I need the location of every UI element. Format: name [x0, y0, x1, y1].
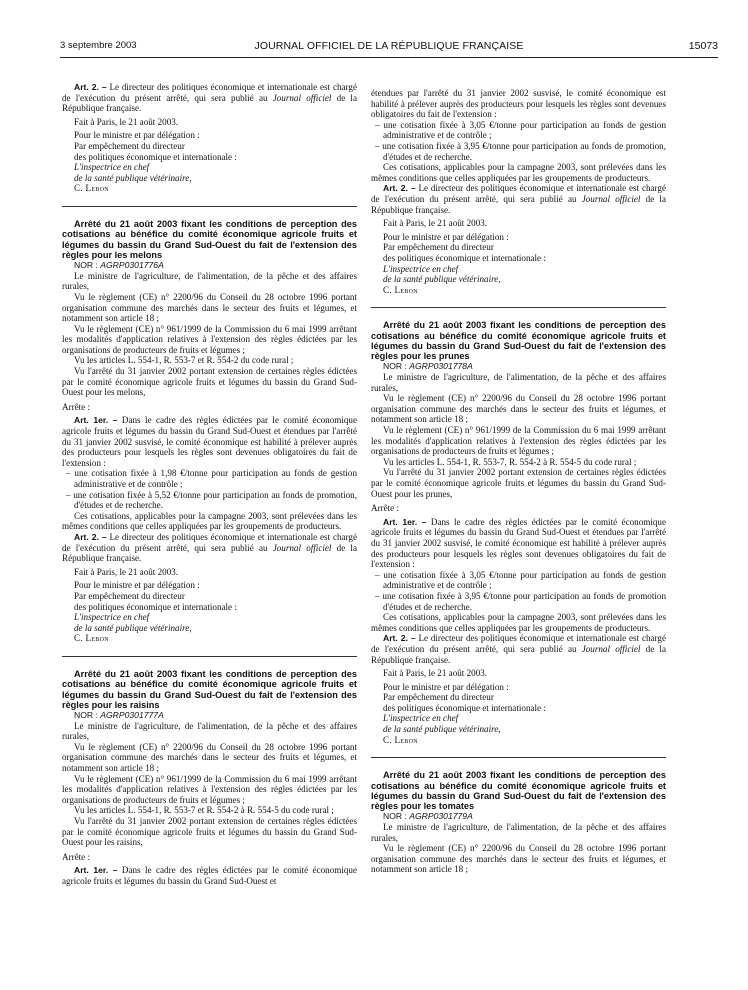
left-column: Art. 2. – Le directeur des politiques économique et internationale est chargé de l'exécution du présent arrêté, qui sera publié au Journal officiel de la République française. Fait à Paris, le 21 août 2003. Pour le ministre et par délégation : Par empêchement du directeur des politiques économique et internationale : L'inspectrice en chef de la santé publique vétérinaire, C. Lebon Arrêté du 21 août 2003 fixant les conditions de perception des cotisations au bénéfice du comité économique agricole fruits et légumes du bassin du Grand Sud-Ouest du fait de l'extension des règles pour les melons NOR : AGRP0301776A Le ministre de l'agriculture, de l'alimentation, de la pêche et des affaires rurales, Vu le règlement (CE) n° 2200/96 du Conseil du 28 octobre 1996 portant organisation commune des marchés dans le secteur des fruits et légumes, et notamment son article 18 ; Vu le règlement (CE) n° 961/1999 de la Commission du 6 mai 1999 arrêtant les modalités d'application relatives à l'extension des règles édictées par les organisations de producteurs de fruits et légumes ; Vu les articles L. 554-1, R. 553-7 et R. 554-2 du code rural ; Vu l'arrêté du 31 janvier 2002 portant extension de certaines règles édictées par le comité économique agricole fruits et légumes du bassin du Grand Sud-Ouest pour les melons, Arrête : Art. 1er. – Dans le cadre des règles édictées par le comité économique agricole fruits et légumes du bassin du Grand Sud-Ouest et étendues par l'arrêté du 31 janvier 2002 susvisé, le comité économique est habilité à prélever auprès des producteurs pour lesquels les règles sont devenues obligatoires du fait de l'extension : – une cotisation fixée à 1,98 €/tonne pour participation au fonds de gestion administrative et de contrôle ; – une cotisation fixée à 5,52 €/tonne pour participation au fonds de promotion, d'études et de recherche. Ces cotisations, applicables pour la campagne 2003, sont prélevées dans les mêmes conditions que celles appliquées par les groupements de producteurs. Art. 2. – Le directeur des politiques économique et internationale est chargé de l'exécution du présent arrêté, qui sera publié au Journal officiel de la République française. Fait à Paris, le 21 août 2003. Pour le ministre et par délégation : Par empêchement du directeur des politiques économique et internationale : L'inspectrice en chef de la santé publique vétérinaire, C. Lebon Arrêté du 21 août 2003 fixant les conditions de perception des cotisations au bénéfice du comité économique agricole fruits et légumes du bassin du Grand Sud-Ouest du fait de l'extension des règles pour les raisins NOR : AGRP0301777A Le ministre de l'agriculture, de l'alimentation, de la pêche et des affaires rurales, Vu le règlement (CE) n° 2200/96 du Conseil du 28 octobre 1996 portant organisation commune des marchés dans le secteur des fruits et légumes, et notamment son article 18 ; Vu le règlement (CE) n° 961/1999 de la Commission du 6 mai 1999 arrêtant les modalités d'application relatives à l'extension des règles édictées par les organisations de producteurs de fruits et légumes ; Vu les articles L. 554-1, R. 553-7 et R. 554-2 à R. 554-5 du code rural ; Vu l'arrêté du 31 janvier 2002 portant extension de certaines règles édictées par le comité économique agricole fruits et légumes du bassin du Grand Sud-Ouest pour les raisins, Arrête : Art. 1er. – Dans le cadre des règles édictées par le comité économique agricole fruits et légumes du bassin du Grand Sud-Ouest et — [62, 82, 358, 886]
section-divider — [62, 656, 357, 657]
arrete-heading: Arrête : — [62, 401, 91, 412]
section-divider — [62, 206, 357, 207]
list-item: – une cotisation fixée à 3,05 €/tonne pour participation au fonds de gestion administrative et de contrôle ; — [375, 569, 666, 591]
article-1: Art. 1er. – Dans le cadre des règles édictées par le comité économique agricole fruits et légumes du bassin du Grand Sud-Ouest et — [62, 865, 357, 886]
signatory-name: C. Lebon — [74, 183, 109, 194]
signature-block: Pour le ministre et par délégation : Par empêchement du directeur des politiques économique et internationale : L'inspectrice en chef de la santé publique vétérinaire, C. Lebon — [371, 682, 666, 746]
section-divider — [371, 307, 666, 308]
nor-reference: NOR : AGRP0301776A — [74, 260, 164, 271]
decree-title: Arrêté du 21 août 2003 fixant les conditions de perception des cotisations au bénéfice du comité économique agricole fruits et légumes du bassin du Grand Sud-Ouest du fait de l'extension des règles pour les prunes — [371, 320, 666, 362]
place-date: Fait à Paris, le 21 août 2003. — [74, 566, 179, 577]
signatory-name: C. Lebon — [383, 284, 418, 295]
list-item: – une cotisation fixée à 3,05 €/tonne pour participation au fonds de gestion administrative et de contrôle ; — [375, 119, 666, 141]
signature-block: Pour le ministre et par délégation : Par empêchement du directeur des politiques économique et internationale : L'inspectrice en chef de la santé publique vétérinaire, C. Lebon — [371, 232, 666, 296]
signatory-name: C. Lebon — [383, 734, 418, 745]
arrete-heading: Arrête : — [62, 851, 91, 862]
place-date: Fait à Paris, le 21 août 2003. — [383, 668, 488, 679]
list-item: – une cotisation fixée à 3,95 €/tonne pour participation au fonds de promotion, d'études et de recherche. — [375, 140, 666, 162]
list-item: – une cotisation fixée à 3,95 €/tonne pour participation au fonds de promotion d'études et de recherche. — [375, 590, 666, 612]
header-date: 3 septembre 2003 — [60, 40, 137, 51]
page-header — [60, 40, 718, 56]
nor-reference: NOR : AGRP0301779A — [383, 811, 473, 822]
section-divider — [371, 757, 666, 758]
place-date: Fait à Paris, le 21 août 2003. — [383, 218, 488, 229]
header-rule — [60, 57, 718, 58]
signature-block: Pour le ministre et par délégation : Par empêchement du directeur des politiques économique et internationale : L'inspectrice en chef de la santé publique vétérinaire, C. Lebon — [62, 130, 357, 194]
article-2: Art. 2. – Le directeur des politiques économique et internationale est chargé de l'exécution du présent arrêté, qui sera publié au Journal officiel de la République française. — [371, 633, 667, 665]
nor-reference: NOR : AGRP0301777A — [74, 710, 164, 721]
list-item: – une cotisation fixée à 1,98 €/tonne pour participation au fonds de gestion administrative et de contrôle ; — [66, 468, 357, 489]
place-date: Fait à Paris, le 21 août 2003. — [74, 116, 179, 127]
decree-title: Arrêté du 21 août 2003 fixant les conditions de perception des cotisations au bénéfice du comité économique agricole fruits et légumes du bassin du Grand Sud-Ouest du fait de l'extension des règles pour les tomates — [371, 770, 666, 812]
article-2: Art. 2. – Le directeur des politiques économique et internationale est chargé de l'exécution du présent arrêté, qui sera publié au Journal officiel de la République française. — [371, 183, 667, 215]
signature-block: Pour le ministre et par délégation : Par empêchement du directeur des politiques économique et internationale : L'inspectrice en chef de la santé publique vétérinaire, C. Lebon — [62, 580, 357, 644]
article-1: Art. 1er. – Dans le cadre des règles édictées par le comité économique agricole fruits et légumes du bassin du Grand Sud-Ouest et étendues par l'arrêté du 31 janvier 2002 susvisé, le comité économique est habilité à prélever auprès des producteurs pour lesquels les règles sont devenues obligatoires du fait de l'extension : — [62, 415, 357, 468]
decree-title: Arrêté du 21 août 2003 fixant les conditions de perception des cotisations au bénéfice du comité économique agricole fruits et légumes du bassin du Grand Sud-Ouest du fait de l'extension des règles pour les melons — [62, 218, 357, 260]
signatory-name: C. Lebon — [74, 633, 109, 644]
list-item: – une cotisation fixée à 5,52 €/tonne pour participation au fonds de promotion, d'études et de recherche. — [66, 489, 357, 511]
article-1: Art. 1er. – Dans le cadre des règles édictées par le comité économique agricole fruits et légumes du bassin du Grand Sud-Ouest et étendues par l'arrêté du 31 janvier 2002 susvisé, le comité économique est habilité à prélever auprès des producteurs pour lesquels les règles sont devenues obligatoires du fait de l'extension : — [371, 516, 666, 570]
header-title: JOURNAL OFFICIEL DE LA RÉPUBLIQUE FRANÇAISE — [254, 40, 524, 52]
article-2: Art. 2. – Le directeur des politiques économique et internationale est chargé de l'exécution du présent arrêté, qui sera publié au Journal officiel de la République française. — [62, 531, 358, 564]
right-column: étendues par l'arrêté du 31 janvier 2002 susvisé, le comité économique est habilité à prélever auprès des producteurs pour lesquels les règles sont devenues obligatoires du fait de l'extension : – une cotisation fixée à 3,05 €/tonne pour participation au fonds de gestion administrative et de contrôle ; – une cotisation fixée à 3,95 €/tonne pour participation au fonds de promotion, d'études et de recherche. Ces cotisations, applicables pour la campagne 2003, sont prélevées dans les mêmes conditions que celles appliquées par les groupements de producteurs. Art. 2. – Le directeur des politiques économique et internationale est chargé de l'exécution du présent arrêté, qui sera publié au Journal officiel de la République française. Fait à Paris, le 21 août 2003. Pour le ministre et par délégation : Par empêchement du directeur des politiques économique et internationale : L'inspectrice en chef de la santé publique vétérinaire, C. Lebon Arrêté du 21 août 2003 fixant les conditions de perception des cotisations au bénéfice du comité économique agricole fruits et légumes du bassin du Grand Sud-Ouest du fait de l'extension des règles pour les prunes NOR : AGRP0301778A Le ministre de l'agriculture, de l'alimentation, de la pêche et des affaires rurales, Vu le règlement (CE) n° 2200/96 du Conseil du 28 octobre 1996 portant organisation commune des marchés dans le secteur des fruits et légumes, et notamment son article 18 ; Vu le règlement (CE) n° 961/1999 de la Commission du 6 mai 1999 arrêtant les modalités d'application relatives à l'extension des règles édictées par les organisations de producteurs de fruits et légumes ; Vu les articles L. 554-1, R. 553-7, R. 554-2 à R. 554-5 du code rural ; Vu l'arrêté du 31 janvier 2002 portant extension de certaines règles édictées par le comité économique agricole fruits et légumes du bassin du Grand Sud-Ouest pour les prunes, Arrête : Art. 1er. – Dans le cadre des règles édictées par le comité économique agricole fruits et légumes du bassin du Grand Sud-Ouest et étendues par l'arrêté du 31 janvier 2002 susvisé, le comité économique est habilité à prélever auprès des producteurs pour lesquels les règles sont devenues obligatoires du fait de l'extension : – une cotisation fixée à 3,05 €/tonne pour participation au fonds de gestion administrative et de contrôle ; – une cotisation fixée à 3,95 €/tonne pour participation au fonds de promotion d'études et de recherche. Ces cotisations, applicables pour la campagne 2003, sont prélevées dans les mêmes conditions que celles appliquées par les groupements de producteurs. Art. 2. – Le directeur des politiques économique et internationale est chargé de l'exécution du présent arrêté, qui sera publié au Journal officiel de la République française. Fait à Paris, le 21 août 2003. Pour le ministre et par délégation : Par empêchement du directeur des politiques économique et internationale : L'inspectrice en chef de la santé publique vétérinaire, C. Lebon Arrêté du 21 août 2003 fixant les conditions de perception des cotisations au bénéfice du comité économique agricole fruits et légumes du bassin du Grand Sud-Ouest du fait de l'extension des règles pour les tomates NOR : AGRP0301779A Le ministre de l'agriculture, de l'alimentation, de la pêche et des affaires rurales, Vu le règlement (CE) n° 2200/96 du Conseil du 28 octobre 1996 portant organisation commune des marchés dans le secteur des fruits et légumes, et notamment son article 18 ; — [371, 88, 667, 875]
decree-title: Arrêté du 21 août 2003 fixant les conditions de perception des cotisations au bénéfice du comité économique agricole fruits et légumes du bassin du Grand Sud-Ouest du fait de l'extension des règles pour les raisins — [62, 668, 357, 710]
article-2: Art. 2. – Le directeur des politiques économique et internationale est chargé de l'exécution du présent arrêté, qui sera publié au Journal officiel de la République française. — [62, 82, 358, 114]
arrete-heading: Arrête : — [371, 503, 400, 514]
page-number: 15073 — [688, 40, 718, 52]
nor-reference: NOR : AGRP0301778A — [383, 361, 473, 372]
